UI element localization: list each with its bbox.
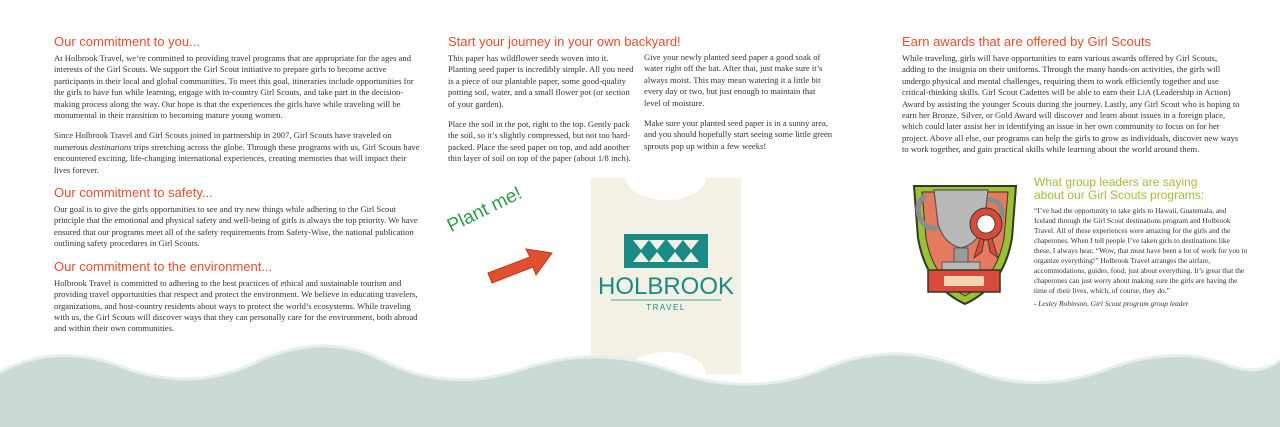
heading-commitment-you: Our commitment to you... — [54, 34, 200, 49]
arrow-right-icon — [486, 243, 554, 285]
logo-main-text: HOLBROOK — [597, 273, 735, 300]
paragraph-seed-sunny: Make sure your planted seed paper is in a sunny area, and you should hopefully start seeing some little green sprouts pop up within a few weeks! — [644, 118, 833, 151]
heading-earn-awards: Earn awards that are offered by Girl Scouts — [902, 34, 1152, 49]
paragraph-awards: While traveling, girls will have opportunities to earn various awards offered by Girl Scouts, adding to the insignia on their uniforms. Through the many hands-on activities, the girls will undergo physical and mental challenges, requiring them to work efficiently together and use critical-thinking skills. Girl Scout Cadettes will be able to earn their LiA (Leadership in Action) Award by assisting the younger Scouts during the journey. Lastly, any Girl Scout who is hoping to earn her Bronze, Silver, or Gold Award will discover and learn about issues in a foreign place, which could later assist her in identifying an issue in her own community to focus on for her project. Above all else, our programs can help the girls to grow as individuals, discover new ways to work together, and gain practical skills while learning about the world around them. — [902, 53, 1240, 155]
paragraph-environment: Holbrook Travel is committed to adhering to the best practices of ethical and sustainable tourism and providing travel opportunities that respect and protect the environment. We believe in educating travelers, organizations, and host-country residents about ways to protect the world’s ecosystems. While traveling with us, the Girl Scouts will discover ways that they can personally care for the environment, both abroad and within their own communities. — [54, 277, 418, 334]
heading-start-journey: Start your journey in your own backyard! — [448, 34, 681, 49]
holbrook-logo-icon — [624, 234, 708, 268]
paragraph-seed-watering: Give your newly planted seed paper a good soak of water right off the bat. After that, just make sure it’s always moist. This may mean watering it a little bit every day or two, but just enough to maintain that level of moisture. — [644, 52, 823, 108]
plant-me-label: Plant me! — [444, 182, 526, 237]
seed-paper-column-left — [448, 34, 681, 174]
wave-decoration — [0, 330, 1280, 427]
logo-sub-text: TRAVEL — [646, 303, 686, 312]
partnership-text-b: trips stretching across the globe. Through these programs with us, Girl Scouts have encountered exciting, life-changing international experiences, creating memories that will impact their lives forever. — [54, 141, 420, 175]
testimonial-heading-line2: about our Girl Scouts programs: — [1034, 188, 1205, 202]
trophy-icon — [904, 178, 1026, 308]
paragraph-partnership — [54, 130, 424, 176]
paragraph-seed-intro: This paper has wildflower seeds woven into it. Planting seed paper is incredibly simple. All you need is a piece of our plantable paper, some good-quality potting soil, water, and a small flower pot (or section of your garden). — [448, 53, 634, 109]
heading-commitment-safety: Our commitment to safety... — [54, 185, 213, 201]
paragraph-seed-planting: Place the soil in the pot, right to the top. Gently pack the soil, so it’s slightly compressed, but not too hard-packed. Place the seed paper on top, and add another thin layer of soil on top of the paper (about 1/8 inch). — [448, 119, 631, 164]
commitment-column — [54, 34, 424, 344]
heading-commitment-environment: Our commitment to the environment... — [54, 258, 273, 274]
paragraph-safety: Our goal is to give the girls opportunities to see and try new things while adhering to the Girl Scout principle that the emotional and physical safety and well-being of girls is always the top priority. We have ensured that our programs meet all of the safety requirements from Safety-Wise, the national publication outlining safety procedures in Girl Scouts. — [54, 204, 418, 249]
partnership-destinations-emphasis: destinations — [90, 141, 132, 152]
testimonial — [1034, 176, 1248, 309]
partnership-text-a: Since Holbrook Travel and Girl Scouts joined in partnership in 2007, Girl Scouts have traveled on numerous — [54, 130, 392, 152]
awards-column — [902, 34, 1242, 165]
testimonial-attribution: - Lesley Robinson, Girl Scout program group leader — [1034, 299, 1189, 308]
paragraph-commitment-you: At Holbrook Travel, we’re committed to providing travel programs that are appropriate for the ages and interests of the Girl Scouts. We support the Girl Scout initiative to prepare girls to become active participants in their local and global communities. To meet this goal, itineraries include opportunities for the girls to have fun while learning, engage with in-country Girl Scouts, and take part in the decision-making process along the way. Our hope is that the experiences the girls have while traveling will be monumental in their transition to becoming mature young women. — [54, 53, 414, 121]
testimonial-heading-line1: What group leaders are saying — [1034, 175, 1198, 189]
seed-paper-column-right — [644, 52, 834, 161]
testimonial-quote: “I’ve had the opportunity to take girls to Hawaii, Guatemala, and Iceland through the Girl Scout destinations program and Holbrook Travel. All of these experiences were amazing for the girls and the chaperones. When I tell people I’ve taken girls to destinations like these, I always hear, “Wow, that must have been a lot of work for you to organize everything!” Holbrook Travel arranges the airfare, accommodations, guides, food; just about everything. It’s great that the chaperones can just worry about making sure the girls are having the time of their lives, which, of course, they do.” — [1034, 206, 1248, 295]
